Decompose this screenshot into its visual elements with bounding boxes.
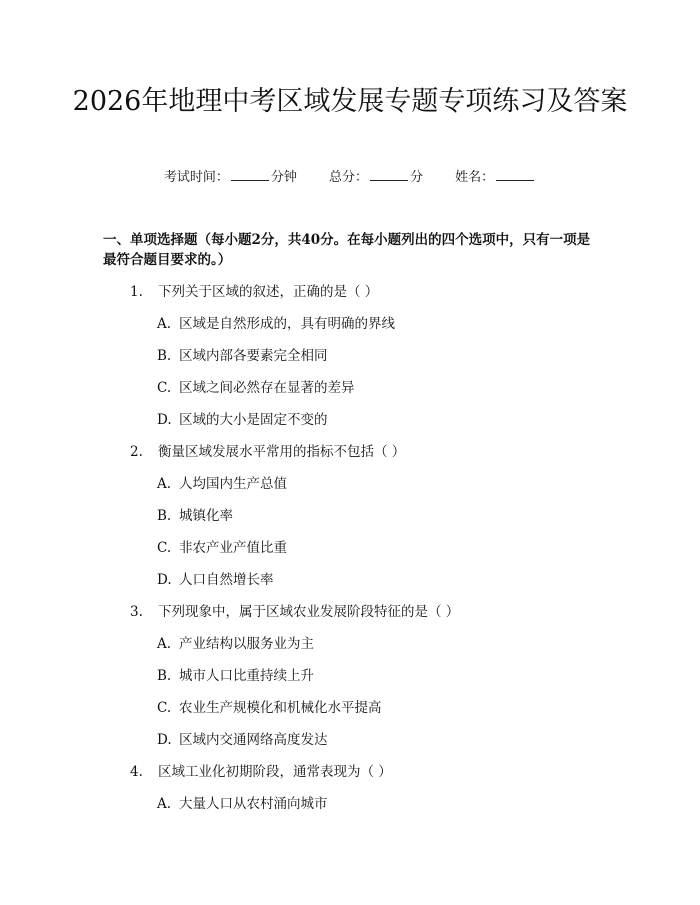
question-number: 3. [130,604,143,620]
option-letter: C. [157,380,172,396]
option-1a [157,315,395,333]
exam-time-unit: 分钟 [270,170,297,185]
question-text: 衡量区域发展水平常用的指标不包括（ ） [158,444,406,460]
option-3a [157,635,314,653]
option-letter: B. [157,348,172,364]
question-4 [130,763,392,781]
option-text: 区域的大小是固定不变的 [179,412,328,428]
option-2a [157,475,287,493]
total-score-label: 总分： [328,170,368,185]
question-number: 4. [130,764,143,780]
option-letter: D. [157,572,172,588]
option-4a [157,795,328,813]
exam-time-label: 考试时间： [163,170,229,185]
option-text: 非农产业产值比重 [179,540,287,556]
total-score-blank [370,168,408,181]
question-number: 2. [130,444,143,460]
option-text: 区域之间必然存在显著的差异 [179,380,355,396]
option-text: 区域是自然形成的，具有明确的界线 [179,316,395,332]
option-1c [157,379,355,397]
option-letter: B. [157,508,172,524]
exam-time-blank [231,168,269,181]
total-score-unit: 分 [410,170,424,185]
student-name-group [455,170,536,185]
option-1b [157,347,328,365]
option-letter: C. [157,540,172,556]
option-2c [157,539,287,557]
option-text: 城市人口比重持续上升 [179,668,314,684]
option-3d [157,731,328,749]
student-name-blank [496,168,534,181]
option-text: 大量人口从农村涌向城市 [179,796,328,812]
option-letter: C. [157,700,172,716]
option-letter: D. [157,732,172,748]
option-letter: A. [157,316,172,332]
question-text: 下列现象中，属于区域农业发展阶段特征的是（ ） [158,604,460,620]
question-2 [130,443,405,461]
option-2d [157,571,274,589]
option-letter: A. [157,636,172,652]
option-3b [157,667,314,685]
option-text: 区域内部各要素完全相同 [179,348,328,364]
option-text: 区域内交通网络高度发达 [179,732,328,748]
option-letter: A. [157,476,172,492]
student-name-label: 姓名： [455,170,495,185]
question-text: 区域工业化初期阶段，通常表现为（ ） [158,764,392,780]
option-letter: D. [157,412,172,428]
exam-time-group [164,170,301,185]
option-1d [157,411,328,429]
option-text: 人口自然增长率 [179,572,274,588]
option-letter: B. [157,668,172,684]
question-3 [130,603,459,621]
option-text: 农业生产规模化和机械化水平提高 [179,700,382,716]
option-text: 城镇化率 [179,508,233,524]
document-title: 2026年地理中考区域发展专题专项练习及答案 [72,86,628,117]
total-score-group [329,170,427,185]
question-text: 下列关于区域的叙述，正确的是（ ） [158,284,379,300]
option-text: 人均国内生产总值 [179,476,287,492]
question-1 [130,283,378,301]
option-2b [157,507,233,525]
exam-meta-line [0,168,700,187]
section-heading: 一、单项选择题（每小题2分，共40分。在每小题列出的四个选项中，只有一项是最符合题目要求的。） [103,232,591,268]
question-number: 1. [130,284,143,300]
option-letter: A. [157,796,172,812]
option-3c [157,699,382,717]
option-text: 产业结构以服务业为主 [179,636,314,652]
